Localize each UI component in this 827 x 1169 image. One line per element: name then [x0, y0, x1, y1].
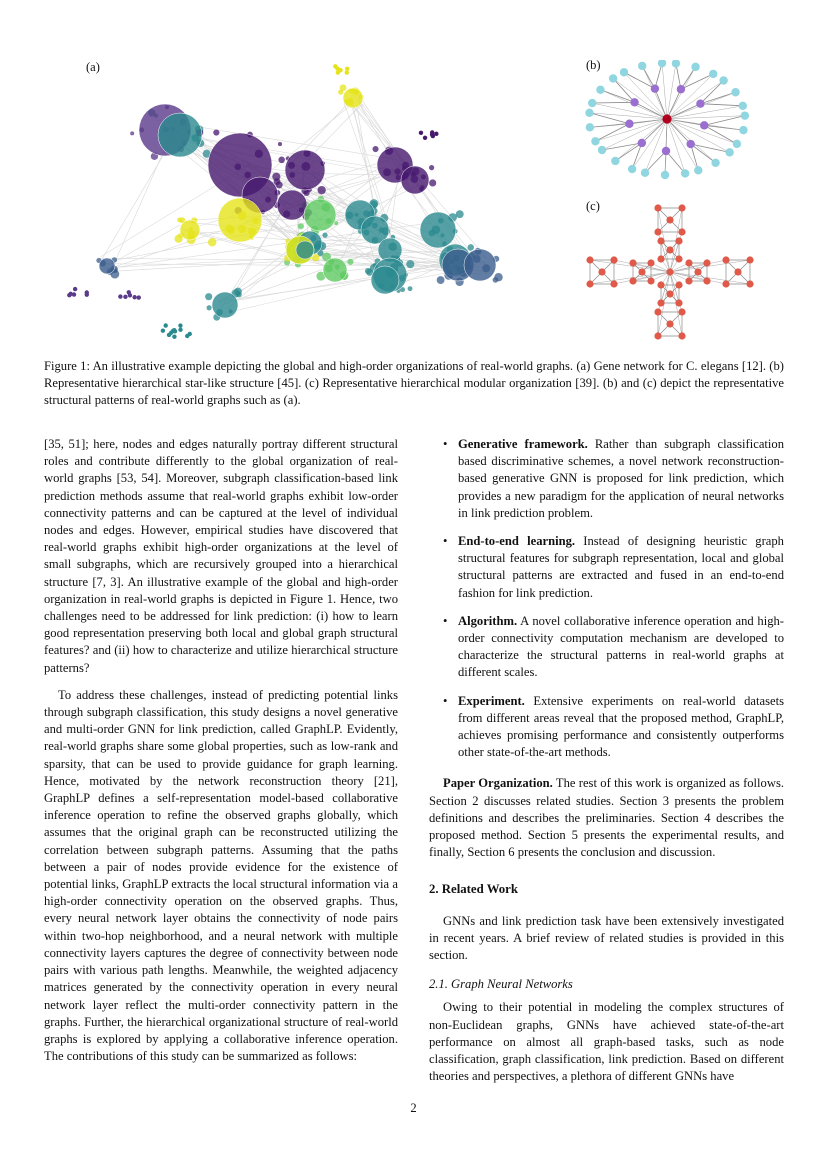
star-leaf-node	[719, 76, 727, 84]
module-node	[666, 268, 673, 275]
module-node	[586, 280, 593, 287]
bullet-icon: •	[443, 437, 448, 451]
network-node	[172, 335, 176, 339]
contribution-item	[429, 436, 784, 522]
contribution-text: Rather than subgraph classification based discriminative schemes, a novel network reconstruction-based generative GNN is proposed for link prediction, which provides a new paradigm for the application of neural networks in link prediction problem.	[458, 437, 784, 520]
network-node	[272, 173, 280, 181]
star-mid-node	[662, 147, 670, 155]
star-mid-node	[630, 98, 638, 106]
network-node	[207, 305, 212, 310]
network-node	[72, 292, 76, 296]
star-leaf-node	[628, 165, 636, 173]
module-node	[694, 268, 701, 275]
contribution-text: Instead of designing heuristic graph structural features for subgraph representation, local and global structural patterns are extracted and fused in an end-to-end fashion for link prediction.	[458, 534, 784, 600]
contribution-item	[429, 533, 784, 602]
star-mid-node	[700, 121, 708, 129]
network-node	[173, 329, 177, 333]
network-node	[406, 260, 414, 268]
star-leaf-node	[588, 99, 596, 107]
network-node	[423, 136, 427, 140]
network-hub	[323, 258, 347, 282]
module-node	[675, 281, 682, 288]
paper-organization-text: The rest of this work is organized as follows. Section 2 discusses related studies. Section 3 presents the problem definitions and describes the preliminaries. Section 4 describes the proposed method. Section 5 presents the experimental results, and finally, Section 6 presents the conclusion and discussion.	[429, 776, 784, 860]
subsection-paragraph: Owing to their potential in modeling the complex structures of non-Euclidean graphs, GNNs have achieved state-of-the-art performance on almost all graph-based tasks, such as node classification, graph classification, link prediction. Based on different theories and perspectives, a plethora of different GNNs have	[429, 1000, 784, 1084]
network-node	[161, 328, 165, 332]
star-leaf-node	[585, 109, 593, 117]
network-node	[429, 165, 434, 170]
network-node	[178, 328, 182, 332]
module-node	[654, 204, 661, 211]
module-node	[666, 320, 673, 327]
module-node	[654, 332, 661, 339]
star-edge	[662, 63, 667, 119]
module-node	[703, 277, 710, 284]
module-node	[654, 308, 661, 315]
star-leaf-node	[711, 159, 719, 167]
network-hub	[401, 166, 429, 194]
contribution-text: Extensive experiments on real-world datasets from different areas reveal that the proposed method, GraphLP, achieves promising performance and consistently outperforms other state-of-the-art methods.	[458, 693, 784, 760]
star-mid-node	[625, 120, 633, 128]
paragraph: [35, 51]; here, nodes and edges naturally portray different structural roles and contribute differently to the global organization of real-world graphs [53, 54]. Moreover, subgraph classification-based link prediction methods assume that real-world graphs exhibit low-order connectivity patterns and can be captured at the level of individual nodes and edges. However, empirical studies have discovered that real-world graphs exhibit high-order organizations at the level of small subgraphs, which are recursively grouped into a hierarchical structure [7, 3]. An illustrative example of the global and high-order organization in real-world graphs is depicted in Figure 1. Hence, two challenges need to be addressed for link prediction: (i) how to learn good representation preserving both local and global graph structural features? and (ii) how to characterize and utilize hierarchical structure patterns?	[44, 437, 398, 675]
star-leaf-node	[691, 63, 699, 71]
module-node	[722, 280, 729, 287]
paper-organization-title: Paper Organization.	[443, 776, 553, 791]
module-node	[722, 256, 729, 263]
network-node	[336, 70, 340, 74]
star-leaf-node	[739, 102, 747, 110]
right-column	[429, 436, 784, 1086]
network-hub	[420, 212, 456, 248]
network-hub	[158, 113, 202, 157]
star-leaf-node	[611, 157, 619, 165]
network-hub	[343, 88, 363, 108]
paper-organization-paragraph	[429, 775, 784, 861]
contribution-title: End-to-end learning.	[458, 534, 576, 549]
module-node	[666, 246, 673, 253]
network-hub	[218, 198, 262, 242]
network-edge	[112, 138, 169, 268]
network-node	[123, 295, 127, 299]
module-node	[610, 256, 617, 263]
network-node	[322, 232, 327, 237]
module-node	[647, 277, 654, 284]
star-leaf-node	[586, 123, 594, 131]
network-hub	[180, 220, 200, 240]
contribution-text: A novel collaborative inference operation and high-order connectivity computation mechanism are developed to characterize the structural patterns in real-world graphs at different scales.	[458, 613, 784, 680]
module-node	[678, 228, 685, 235]
network-hub	[464, 249, 496, 281]
star-mid-node	[686, 140, 694, 148]
star-structure-plot	[580, 60, 760, 190]
network-hub	[304, 199, 336, 231]
section-heading: 2. Related Work	[429, 882, 518, 897]
star-leaf-node	[609, 74, 617, 82]
network-node	[434, 132, 438, 136]
network-hub	[99, 258, 115, 274]
network-node	[167, 333, 171, 337]
module-node	[666, 216, 673, 223]
star-edge	[645, 151, 666, 173]
module-node	[657, 237, 664, 244]
module-node	[647, 259, 654, 266]
network-node	[419, 131, 423, 135]
network-node	[429, 179, 436, 186]
contribution-item	[429, 613, 784, 682]
network-node	[347, 259, 353, 265]
star-mid-node	[638, 139, 646, 147]
star-leaf-node	[739, 126, 747, 134]
bullet-icon: •	[443, 534, 448, 549]
network-node	[132, 295, 136, 299]
network-node	[73, 287, 77, 291]
star-leaf-node	[725, 148, 733, 156]
star-center-node	[662, 114, 671, 123]
contribution-item	[429, 693, 784, 762]
star-edge	[667, 104, 700, 119]
network-node	[335, 66, 339, 70]
module-node	[678, 332, 685, 339]
network-node	[205, 293, 212, 300]
panel-c-label: (c)	[586, 199, 600, 213]
bullet-icon: •	[443, 693, 448, 708]
star-leaf-node	[681, 169, 689, 177]
page-number: 2	[410, 1101, 417, 1115]
network-node	[208, 238, 217, 247]
module-node	[685, 259, 692, 266]
module-node	[657, 281, 664, 288]
panel-b-label: (b)	[586, 58, 601, 72]
module-node	[638, 268, 645, 275]
network-node	[456, 210, 464, 218]
network-node	[345, 67, 349, 71]
star-leaf-node	[672, 60, 680, 68]
module-node	[703, 259, 710, 266]
star-edge	[666, 151, 685, 173]
figure-caption: Figure 1: An illustrative example depicting the global and high-order organizations of real-world graphs. (a) Gene network for C. elegans [12]. (b) Representative hierarchical star-like structure [45]. (c) Representative hierarchical modular organization [39]. (b) and (c) depict the representative structural patterns of real-world graphs such as (a).	[44, 359, 784, 408]
module-node	[734, 268, 741, 275]
section-paragraph: GNNs and link prediction task have been extensively investigated in recent years. A brief review of related studies is provided in this section.	[429, 913, 784, 963]
network-node	[188, 332, 192, 336]
network-node	[408, 286, 413, 291]
star-mid-node	[696, 100, 704, 108]
star-leaf-node	[709, 70, 717, 78]
star-leaf-node	[658, 60, 666, 67]
module-node	[675, 255, 682, 262]
star-edge	[624, 72, 667, 119]
network-edge	[234, 262, 462, 301]
network-node	[298, 223, 304, 229]
star-leaf-node	[741, 111, 749, 119]
gene-network-plot	[60, 55, 530, 350]
network-node	[493, 277, 499, 283]
network-hub	[277, 190, 307, 220]
module-node	[675, 299, 682, 306]
network-node	[118, 294, 122, 298]
network-node	[340, 84, 347, 91]
module-node	[657, 299, 664, 306]
network-node	[278, 157, 285, 164]
network-node	[372, 146, 378, 152]
panel-a-label: (a)	[86, 60, 100, 74]
star-edge	[592, 102, 634, 103]
module-node	[666, 290, 673, 297]
module-node	[629, 259, 636, 266]
paragraph: To address these challenges, instead of predicting potential links through subgraph classification, this study designs a novel generative and multi-order GNN for link prediction, called GraphLP. Evidently, real-world graphs share some global properties, such as low-rank and sparsity, that can be used to provide guidance for graph learning. Hence, motivated by the network reconstruction theory [21], GraphLP defines a self-representation model-based collaborative inference operation to refine the observed graphs globally, which assumes that the original graph can be reconstructed utilizing the correlation between subgraph patterns. Assuming that the paths between a pair of nodes provide evidence for the existence of potential links, GraphLP extracts the local structural information via a high-order connectivity operation on the observed graphs. Thus, every neural network layer obtains the connectivity of node pairs within two-hop neighborhood, and a neural network with multiple connectivity layers captures the degree of connectivity between node pairs with various path lengths. Meanwhile, the weighted adjacency matrices generated by the connectivity operation in every neural network layer reflect the multi-order connectivity pattern in the graphs. Further, the hierarchical organizational structure of real-world graphs is explored by applying a collaborative inference operation. The contributions of this study can be summarized as follows:	[44, 687, 398, 1064]
star-leaf-node	[733, 140, 741, 148]
module-node	[598, 268, 605, 275]
star-leaf-node	[641, 169, 649, 177]
network-node	[430, 132, 434, 136]
contribution-title: Algorithm.	[458, 613, 518, 628]
module-node	[746, 280, 753, 287]
network-node	[276, 181, 283, 188]
star-edge	[642, 119, 667, 143]
star-leaf-node	[591, 137, 599, 145]
star-edge	[700, 104, 742, 106]
star-leaf-node	[731, 88, 739, 96]
module-node	[746, 256, 753, 263]
network-node	[213, 129, 219, 135]
module-node	[629, 277, 636, 284]
star-edge	[704, 125, 737, 144]
star-leaf-node	[661, 171, 669, 179]
contribution-title: Experiment.	[458, 693, 525, 708]
modular-structure-plot	[575, 198, 765, 343]
star-edge	[635, 102, 667, 119]
star-mid-node	[677, 85, 685, 93]
network-node	[317, 186, 325, 194]
subsection-heading: 2.1. Graph Neural Networks	[429, 977, 573, 992]
network-node	[437, 276, 445, 284]
contribution-title: Generative framework.	[458, 437, 588, 451]
module-node	[610, 280, 617, 287]
network-node	[278, 142, 282, 146]
star-leaf-node	[620, 68, 628, 76]
star-leaf-node	[694, 166, 702, 174]
network-node	[85, 292, 89, 296]
star-mid-node	[651, 84, 659, 92]
network-hub	[212, 292, 238, 318]
network-hub	[371, 266, 399, 294]
network-node	[164, 323, 168, 327]
network-node	[468, 244, 474, 250]
left-column	[44, 436, 398, 1065]
module-node	[586, 256, 593, 263]
network-node	[178, 323, 182, 327]
figure-1	[0, 0, 827, 350]
module-node	[678, 308, 685, 315]
star-leaf-node	[598, 146, 606, 154]
bullet-icon: •	[443, 613, 448, 628]
module-node	[654, 228, 661, 235]
module-node	[675, 237, 682, 244]
network-hub	[296, 241, 314, 259]
star-edge	[667, 80, 724, 119]
star-leaf-node	[596, 86, 604, 94]
module-node	[678, 204, 685, 211]
star-leaf-node	[638, 62, 646, 70]
module-node	[657, 255, 664, 262]
network-node	[128, 293, 132, 297]
network-node	[334, 221, 338, 225]
module-node	[685, 277, 692, 284]
network-hub	[285, 150, 325, 190]
network-node	[137, 295, 141, 299]
network-node	[174, 235, 182, 243]
network-node	[130, 131, 134, 135]
